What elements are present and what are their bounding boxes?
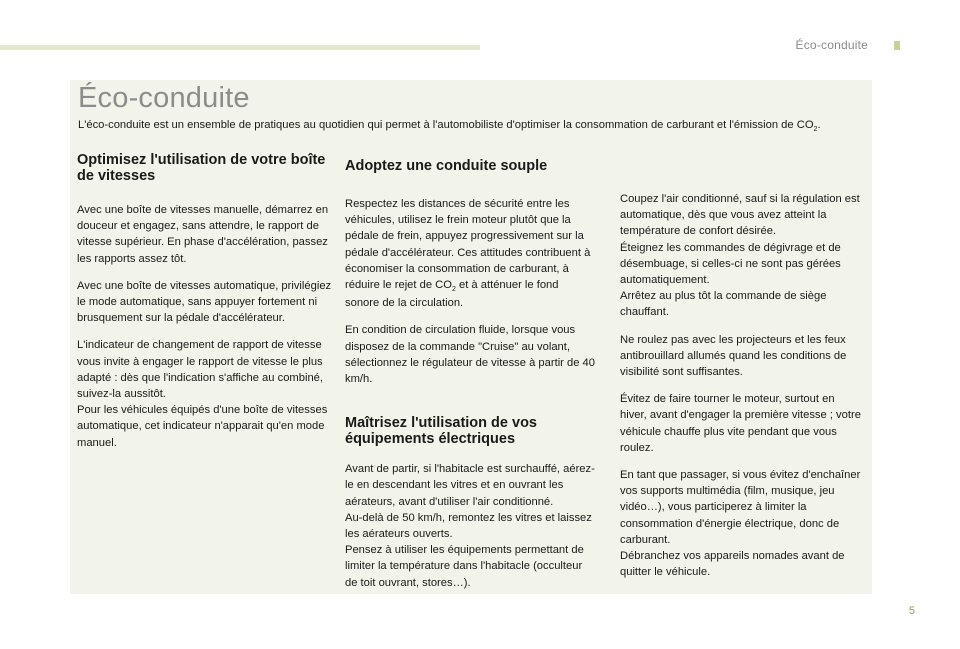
safety-distance-end: et à atténuer le fond sonore de la circulation. [345, 279, 559, 310]
heading-electrical-equipment: Maîtrisez l'utilisation de vos équipements électriques [345, 415, 537, 448]
page-number: 5 [908, 605, 915, 617]
engine-idle-paragraph: Évitez de faire tourner le moteur, surtout en hiver, avant d'engager la première vitesse ; votre véhicule chauffe plus vite pendant que vous roulez. [620, 393, 861, 454]
headlights-paragraph: Ne roulez pas avec les projecteurs et les feux antibrouillard allumés quand les conditions de visibilité sont suffisantes. [620, 333, 847, 379]
gearbox-manual-paragraph: Avec une boîte de vitesses manuelle, démarrez en douceur et engagez, sans attendre, le rapport de vitesse supérieur. En phase d'accélération, passez les rapports assez tôt. [77, 204, 329, 265]
defrost-text: Éteignez les commandes de dégivrage et de désembuage, si celles-ci ne sont pas gérées automatiquement. [620, 241, 841, 287]
header-marker [894, 41, 900, 50]
unplug-devices-text: Débranchez vos appareils nomades avant de quitter le véhicule. [620, 550, 845, 579]
gearbox-automatic-paragraph: Avec une boîte de vitesses automatique, privilégiez le mode automatique, sans appuyer fortement ni brusquement sur la pédale d'accélérateur. [77, 279, 332, 325]
air-conditioning-paragraph [620, 191, 862, 321]
intro-subscript: 2 [813, 126, 818, 133]
intro-text: L'éco-conduite est un ensemble de pratiques au quotidien qui permet à l'automobiliste d'optimiser la consommation de carburant et l'émission de CO [78, 119, 814, 131]
intro-end: . [817, 119, 821, 131]
passenger-media-paragraph [620, 467, 862, 580]
co2-subscript: 2 [451, 286, 456, 294]
safety-distance-text: Respectez les distances de sécurité entre les véhicules, utilisez le frein moteur plutôt que la pédale de frein, appuyez progressivement sur la pédale d'accélérateur. Ces attitudes contribuent à économiser la consommation de carburant, à réduire le rejet de CO [345, 198, 591, 292]
content-panel [70, 80, 872, 594]
gearshift-indicator-text: L'indicateur de changement de rapport de vitesse vous invite à engager le rapport de vitesse le plus adapté : dès que l'indication s'affiche au combiné, suivez-la aussitôt. [77, 339, 324, 401]
header-decor-bar [0, 45, 480, 50]
ventilation-text-1: Avant de partir, si l'habitacle est surchauffé, aérez-le en descendant les vitres et en ouvrant les aérateurs, avant d'utiliser l'air conditionné. [345, 463, 595, 508]
intro-paragraph [78, 117, 848, 135]
heading-smooth-driving: Adoptez une conduite souple [345, 158, 548, 174]
heading-gearbox: Optimisez l'utilisation de votre boîte de vitesses [77, 152, 326, 184]
passenger-media-text: En tant que passager, si vous évitez d'enchaîner vos supports multimédia (film, musique, jeu vidéo…), vous participerez à limiter la consommation d'énergie électrique, donc de carburant. [620, 469, 861, 546]
page-title: Éco-conduite [78, 82, 250, 114]
ventilation-text-2: Au-delà de 50 km/h, remontez les vitres et laissez les aérateurs ouverts. [345, 511, 592, 541]
safety-distance-paragraph [345, 196, 595, 311]
header-section-title: Éco-conduite [795, 38, 868, 52]
column-gearbox [77, 152, 335, 462]
cruise-control-paragraph: En condition de circulation fluide, lorsque vous disposez de la commande "Cruise" au volant, sélectionnez le régulateur de vitesse à partir de 40 km/h. [345, 324, 596, 386]
heated-seat-text: Arrêtez au plus tôt la commande de siège chauffant. [620, 290, 827, 319]
column-smooth-driving [345, 158, 595, 602]
air-conditioning-text: Coupez l'air conditionné, sauf si la régulation est automatique, dès que vous avez atteint la température de confort désirée. [620, 193, 860, 238]
column-electrical-tips [620, 191, 862, 591]
ventilation-paragraph [345, 461, 595, 591]
ventilation-text-3: Pensez à utiliser les équipements permettant de limiter la température dans l'habitacle (occulteur de toit ouvrant, stores…). [345, 544, 584, 589]
gearshift-indicator-paragraph [77, 337, 335, 450]
gearshift-automatic-note: Pour les véhicules équipés d'une boîte de vitesses automatique, cet indicateur n'apparait qu'en mode manuel. [77, 404, 328, 449]
